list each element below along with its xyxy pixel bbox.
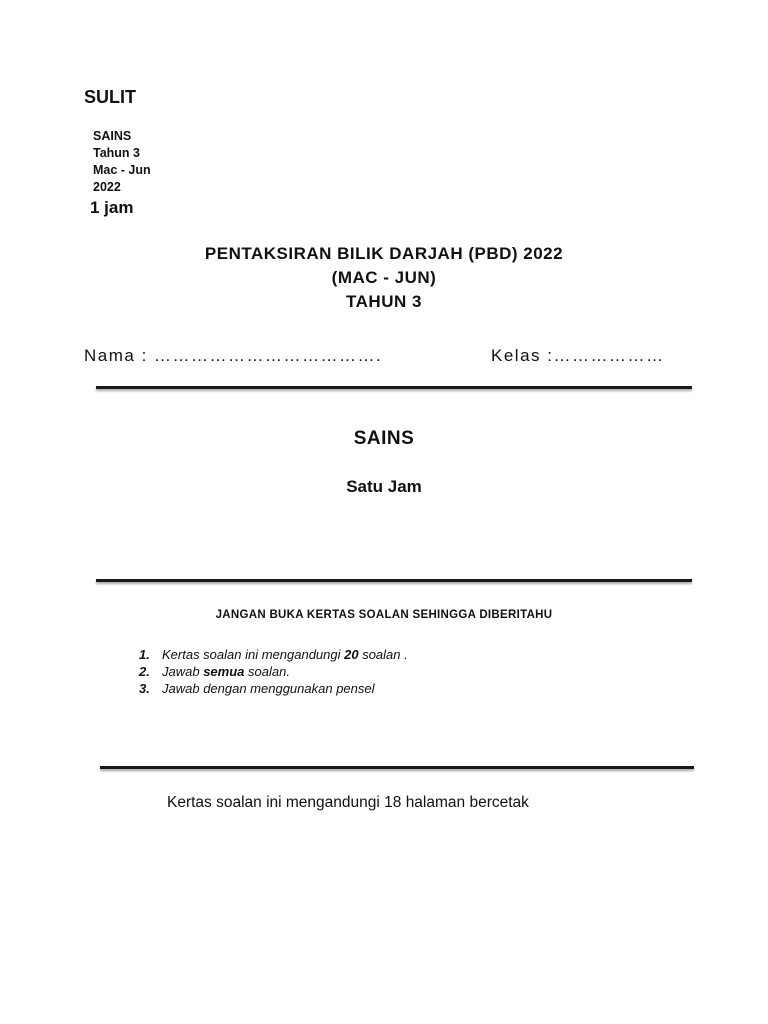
title-line-2: (MAC - JUN)	[331, 268, 437, 287]
instruction-number: 1.	[139, 647, 150, 662]
name-field: Nama : ……………………………….	[84, 346, 383, 365]
sulit-label: SULIT	[84, 87, 136, 107]
instruction-number: 2.	[139, 664, 150, 679]
meta-period: Mac - Jun	[93, 163, 151, 177]
instruction-text: Jawab dengan menggunakan pensel	[162, 681, 375, 696]
instruction-item	[139, 646, 408, 663]
instructions-list	[139, 646, 408, 697]
meta-subject: SAINS	[93, 129, 132, 143]
instruction-text: Jawab semua soalan.	[162, 664, 290, 679]
meta-year: Tahun 3	[93, 146, 140, 160]
title-line-1: PENTAKSIRAN BILIK DARJAH (PBD) 2022	[204, 244, 564, 263]
instruction-item	[139, 663, 408, 680]
instruction-item	[139, 680, 408, 697]
assessment-title	[0, 242, 768, 314]
page-count-note: Kertas soalan ini mengandungi 18 halaman bercetak	[167, 794, 529, 811]
title-line-3: TAHUN 3	[346, 292, 422, 311]
divider-rule	[100, 766, 694, 769]
divider-rule	[96, 579, 692, 582]
duration-words: Satu Jam	[346, 477, 422, 496]
instruction-text: Kertas soalan ini mengandungi 20 soalan .	[162, 647, 408, 662]
paper-meta	[93, 128, 151, 196]
class-field: Kelas :………………	[491, 346, 665, 365]
warning-notice: JANGAN BUKA KERTAS SOALAN SEHINGGA DIBERITAHU	[215, 609, 553, 621]
instruction-number: 3.	[139, 681, 150, 696]
meta-year-number: 2022	[93, 180, 121, 194]
duration-label: 1 jam	[90, 198, 134, 217]
divider-rule	[96, 386, 692, 389]
subject-title: SAINS	[353, 428, 415, 449]
